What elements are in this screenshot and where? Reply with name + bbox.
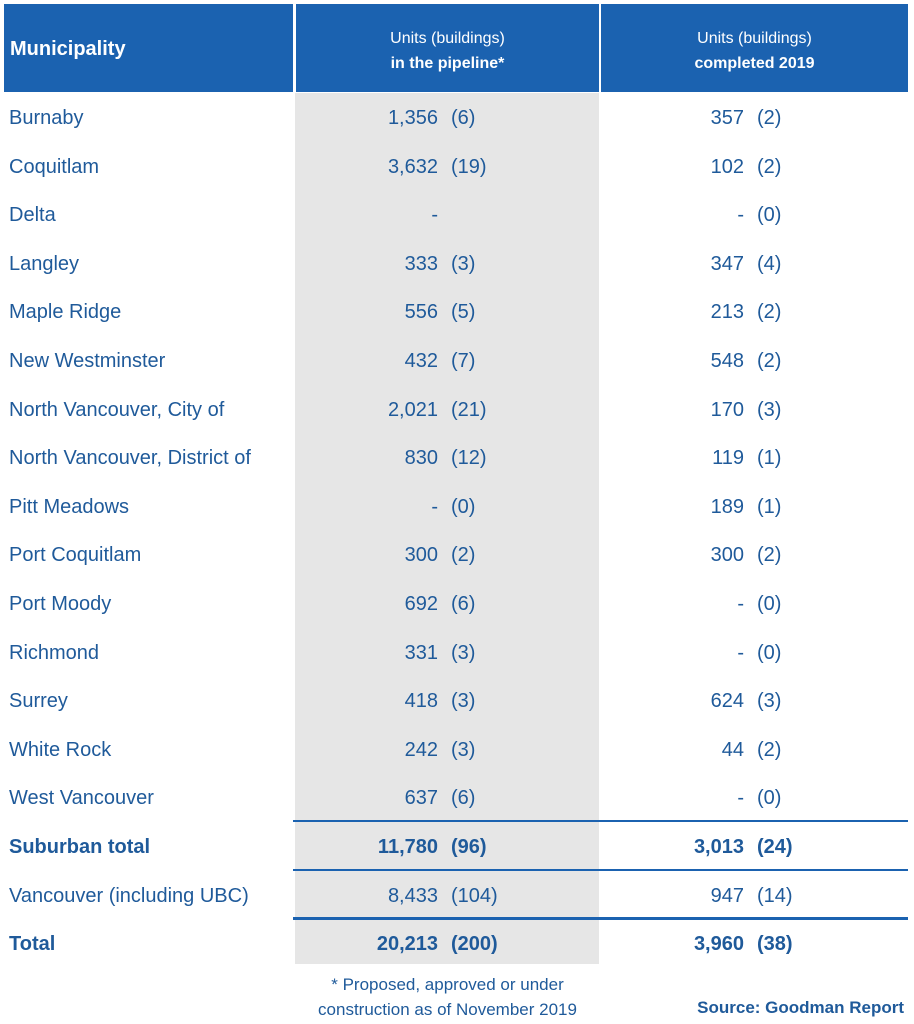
- table-row: [0, 632, 914, 672]
- pipeline-buildings: (3): [451, 690, 476, 712]
- table-row: [0, 291, 914, 331]
- pipeline-buildings: (7): [451, 350, 476, 372]
- header-pipeline-line2: in the pipeline*: [390, 55, 505, 72]
- table-row: [0, 729, 914, 769]
- table-row: [0, 583, 914, 623]
- completed-buildings: (2): [757, 301, 782, 323]
- completed-units: 44: [721, 739, 744, 761]
- completed-buildings: (2): [757, 544, 782, 566]
- pipeline-units: 300: [404, 544, 438, 566]
- completed-buildings: (2): [757, 350, 782, 372]
- pipeline-buildings: (3): [451, 739, 476, 761]
- completed-units: 213: [710, 301, 744, 323]
- header-pipeline-line1: Units (buildings): [390, 30, 505, 47]
- completed-units: -: [737, 642, 744, 664]
- pipeline-buildings: (12): [451, 447, 487, 469]
- municipality-name: Maple Ridge: [9, 301, 122, 323]
- municipality-name: Richmond: [9, 642, 100, 664]
- completed-units: 102: [710, 156, 744, 178]
- suburban-total-bottom-rule: [293, 869, 908, 871]
- completed-buildings: (14): [757, 885, 793, 907]
- completed-buildings: (38): [757, 933, 793, 955]
- table-row: [0, 340, 914, 380]
- completed-units: 170: [710, 399, 744, 421]
- pipeline-units: 1,356: [387, 107, 438, 129]
- pipeline-units: 3,632: [387, 156, 438, 178]
- municipality-name: Coquitlam: [9, 156, 100, 178]
- total-row: [0, 923, 914, 963]
- table-row: [0, 389, 914, 429]
- total-top-rule: [293, 917, 908, 920]
- completed-buildings: (1): [757, 496, 782, 518]
- footnote-line2: construction as of November 2019: [318, 1000, 577, 1019]
- municipality-name: Langley: [9, 253, 80, 275]
- completed-units: -: [737, 593, 744, 615]
- pipeline-units: 2,021: [387, 399, 438, 421]
- municipality-name: West Vancouver: [9, 787, 154, 809]
- pipeline-units: 333: [404, 253, 438, 275]
- completed-units: 119: [712, 447, 744, 469]
- table-row: [0, 534, 914, 574]
- completed-units: 357: [710, 107, 744, 129]
- pipeline-buildings: (0): [451, 496, 476, 518]
- pipeline-units: 556: [404, 301, 438, 323]
- municipality-name: White Rock: [9, 739, 112, 761]
- suburban-total-top-rule: [293, 820, 908, 822]
- completed-buildings: (2): [757, 107, 782, 129]
- pipeline-units: 692: [404, 593, 438, 615]
- completed-buildings: (0): [757, 593, 782, 615]
- completed-units: 189: [710, 496, 744, 518]
- pipeline-buildings: (96): [451, 836, 487, 858]
- completed-buildings: (3): [757, 690, 782, 712]
- header-completed-line1: Units (buildings): [697, 30, 812, 47]
- pipeline-units: 830: [404, 447, 438, 469]
- header-completed: [601, 4, 908, 92]
- header-municipality-label: Municipality: [10, 38, 126, 60]
- completed-units: 347: [710, 253, 744, 275]
- pipeline-buildings: (6): [451, 593, 476, 615]
- pipeline-units: -: [431, 496, 438, 518]
- completed-units: -: [737, 204, 744, 226]
- pipeline-units: 8,433: [387, 885, 438, 907]
- completed-buildings: (0): [757, 787, 782, 809]
- municipality-name: Pitt Meadows: [9, 496, 130, 518]
- pipeline-units: 432: [404, 350, 438, 372]
- municipality-name: Burnaby: [9, 107, 84, 129]
- table-row: [0, 680, 914, 720]
- table-row: [0, 777, 914, 817]
- completed-buildings: (4): [757, 253, 782, 275]
- source-credit: Source: Goodman Report: [697, 998, 904, 1017]
- pipeline-units: 637: [404, 787, 438, 809]
- pipeline-buildings: (21): [451, 399, 487, 421]
- vancouver-row: [0, 875, 914, 915]
- completed-units: 947: [710, 885, 744, 907]
- pipeline-units: 418: [404, 690, 438, 712]
- header-completed-line2: completed 2019: [694, 55, 815, 72]
- suburban-total-row: [0, 826, 914, 866]
- municipality-name: New Westminster: [9, 350, 166, 372]
- completed-units: 3,960: [693, 933, 744, 955]
- completed-units: 3,013: [693, 836, 744, 858]
- pipeline-units: -: [431, 204, 438, 226]
- table-row: [0, 437, 914, 477]
- completed-buildings: (2): [757, 739, 782, 761]
- completed-buildings: (2): [757, 156, 782, 178]
- pipeline-buildings: (19): [451, 156, 487, 178]
- footnote: [296, 972, 599, 1022]
- pipeline-buildings: (3): [451, 642, 476, 664]
- municipality-name: Total: [9, 933, 56, 955]
- pipeline-buildings: (6): [451, 787, 476, 809]
- table-row: [0, 194, 914, 234]
- pipeline-units: 20,213: [376, 933, 438, 955]
- completed-buildings: (0): [757, 204, 782, 226]
- completed-buildings: (1): [757, 447, 782, 469]
- pipeline-buildings: (6): [451, 107, 476, 129]
- pipeline-buildings: (200): [451, 933, 498, 955]
- completed-buildings: (0): [757, 642, 782, 664]
- municipality-name: North Vancouver, City of: [9, 399, 225, 421]
- municipality-name: Suburban total: [9, 836, 151, 858]
- pipeline-units: 11,780: [377, 836, 438, 858]
- municipality-name: North Vancouver, District of: [9, 447, 251, 469]
- table-row: [0, 486, 914, 526]
- municipality-name: Port Coquitlam: [9, 544, 142, 566]
- pipeline-buildings: (104): [451, 885, 498, 907]
- table-row: [0, 97, 914, 137]
- table-row: [0, 243, 914, 283]
- completed-units: 624: [710, 690, 744, 712]
- municipality-name: Delta: [9, 204, 56, 226]
- municipality-name: Surrey: [9, 690, 68, 712]
- header-municipality: [4, 4, 293, 92]
- pipeline-buildings: (2): [451, 544, 476, 566]
- header-pipeline: [296, 4, 599, 92]
- municipality-name: Vancouver (including UBC): [9, 885, 249, 907]
- completed-buildings: (24): [757, 836, 793, 858]
- pipeline-units: 331: [404, 642, 438, 664]
- completed-units: 548: [710, 350, 744, 372]
- table-row: [0, 146, 914, 186]
- municipality-name: Port Moody: [9, 593, 112, 615]
- pipeline-units: 242: [404, 739, 438, 761]
- pipeline-buildings: (3): [451, 253, 476, 275]
- completed-buildings: (3): [757, 399, 782, 421]
- pipeline-buildings: (5): [451, 301, 476, 323]
- footnote-line1: * Proposed, approved or under: [331, 975, 564, 994]
- completed-units: 300: [710, 544, 744, 566]
- completed-units: -: [737, 787, 744, 809]
